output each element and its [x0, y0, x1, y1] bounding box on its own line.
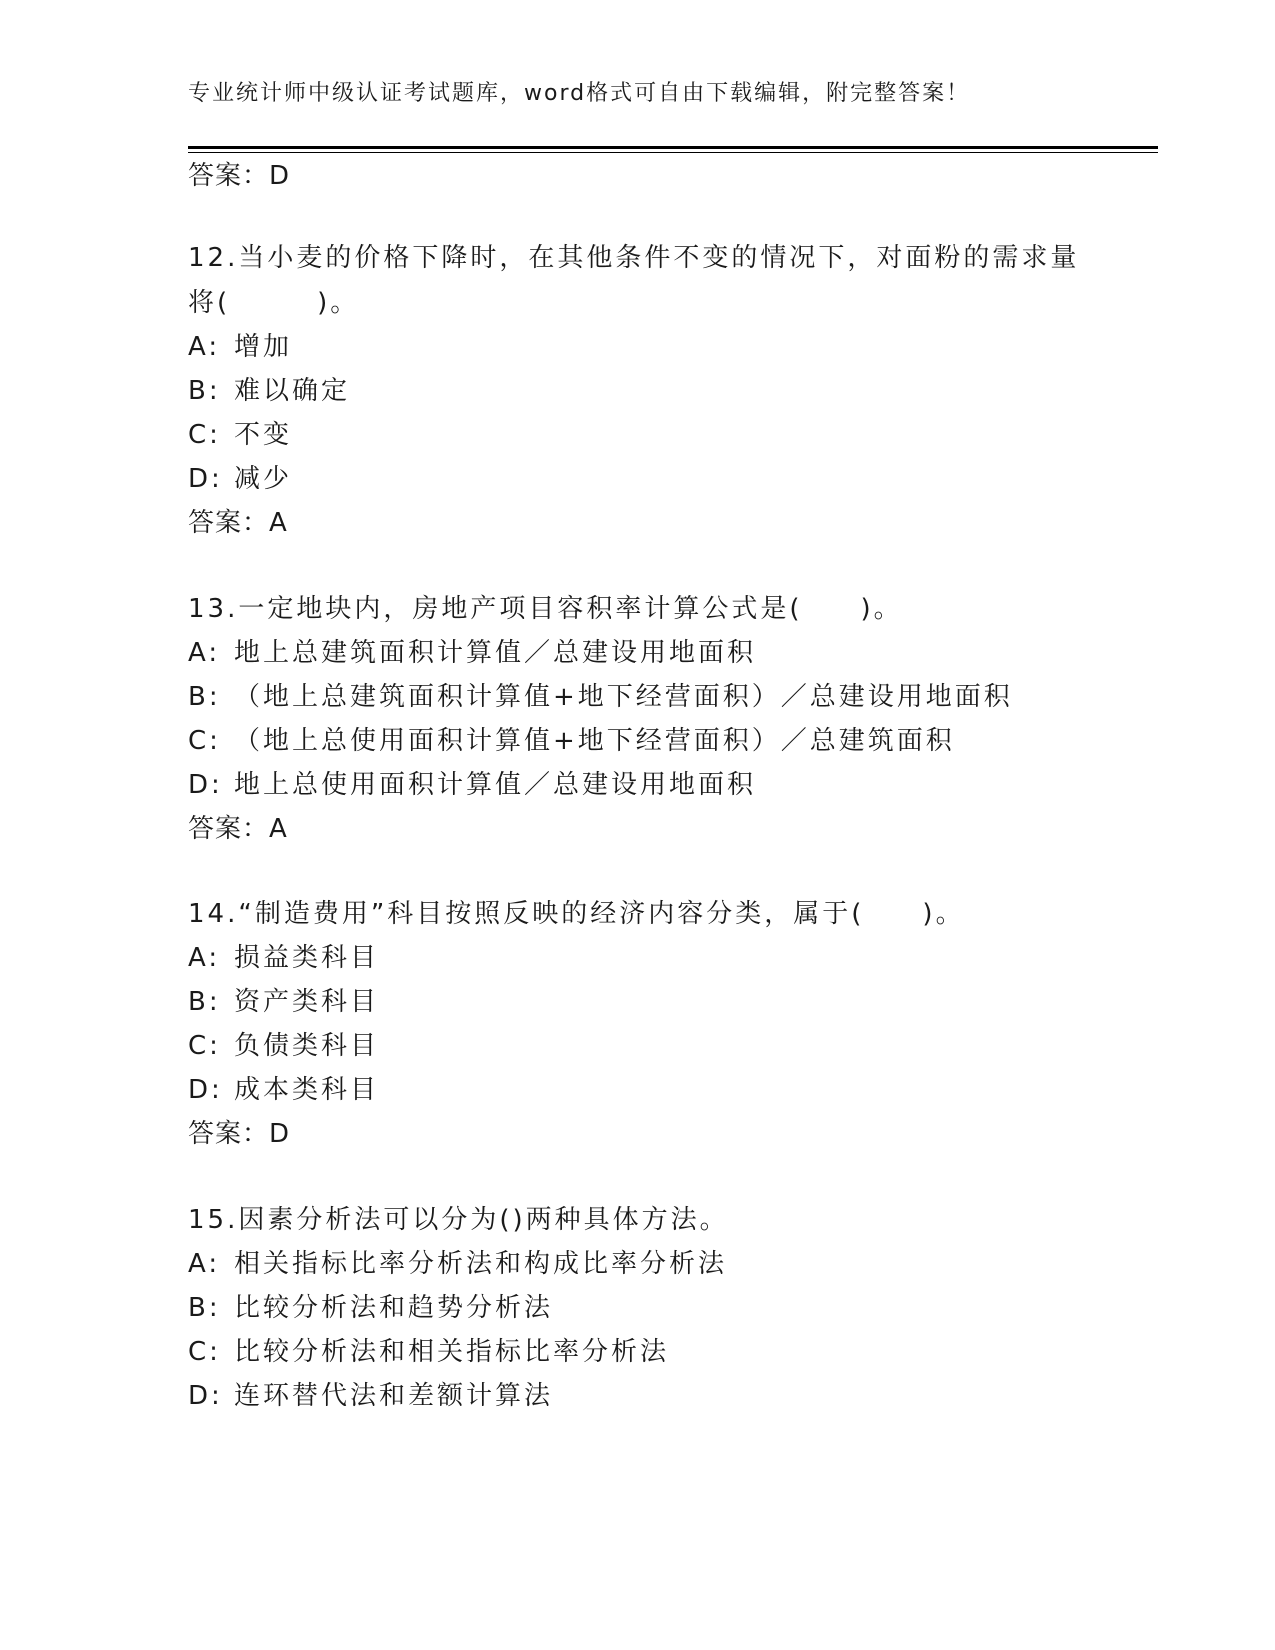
option-letter: B:: [188, 682, 221, 712]
question-13-option-b: [188, 681, 1013, 713]
question-12-option-b: [188, 375, 350, 407]
option-letter: A:: [188, 332, 221, 362]
question-15-option-a: [188, 1248, 727, 1280]
option-letter: B:: [188, 376, 221, 406]
question-15-stem: 15.因素分析法可以分为()两种具体方法。: [188, 1205, 729, 1235]
question-14-option-a: [188, 942, 379, 974]
option-text: 负债类科目: [234, 1031, 380, 1061]
page-header: 专业统计师中级认证考试题库，word格式可自由下载编辑，附完整答案！: [188, 81, 971, 106]
question-15-option-b: [188, 1292, 553, 1324]
answer-q14: 答案：D: [188, 1119, 291, 1149]
header-rule-thick: [188, 146, 1158, 149]
option-text: 成本类科目: [234, 1075, 380, 1105]
option-text: 地上总建筑面积计算值／总建设用地面积: [234, 638, 757, 668]
option-letter: C:: [188, 726, 221, 756]
option-text: （地上总使用面积计算值+地下经营面积）／总建筑面积: [234, 726, 955, 756]
option-text: 减少: [234, 464, 293, 494]
option-letter: C:: [188, 1031, 221, 1061]
question-12-option-a: [188, 331, 292, 363]
question-15-option-d: [188, 1380, 553, 1412]
answer-q13: 答案：A: [188, 814, 288, 844]
option-text: 连环替代法和差额计算法: [234, 1381, 554, 1411]
option-letter: D:: [188, 770, 223, 800]
option-letter: B:: [188, 1293, 221, 1323]
option-letter: A:: [188, 943, 221, 973]
question-13-stem: 13.一定地块内，房地产项目容积率计算公式是( )。: [188, 594, 903, 624]
option-text: （地上总建筑面积计算值+地下经营面积）／总建设用地面积: [234, 682, 1013, 712]
option-text: 比较分析法和趋势分析法: [234, 1293, 554, 1323]
question-12-option-c: [188, 419, 292, 451]
option-letter: D:: [188, 1075, 223, 1105]
answer-q11: 答案：D: [188, 161, 291, 191]
option-letter: B:: [188, 987, 221, 1017]
question-14-option-c: [188, 1030, 379, 1062]
option-text: 难以确定: [234, 376, 351, 406]
question-13-option-c: [188, 725, 955, 757]
option-text: 相关指标比率分析法和构成比率分析法: [234, 1249, 728, 1279]
option-text: 资产类科目: [234, 987, 380, 1017]
question-14-option-b: [188, 986, 379, 1018]
option-letter: D:: [188, 464, 223, 494]
question-14-option-d: [188, 1074, 379, 1106]
option-text: 比较分析法和相关指标比率分析法: [234, 1337, 670, 1367]
question-14-stem: 14.“制造费用”科目按照反映的经济内容分类，属于( )。: [188, 899, 965, 929]
question-13-option-a: [188, 637, 756, 669]
option-text: 增加: [234, 332, 293, 362]
question-12-option-d: [188, 463, 292, 495]
header-rule-thin: [188, 152, 1158, 153]
question-12-stem: 12.当小麦的价格下降时，在其他条件不变的情况下，对面粉的需求量: [188, 243, 1080, 273]
option-letter: A:: [188, 638, 221, 668]
option-text: 损益类科目: [234, 943, 380, 973]
option-letter: D:: [188, 1381, 223, 1411]
option-letter: A:: [188, 1249, 221, 1279]
question-13-option-d: [188, 769, 756, 801]
answer-q12: 答案：A: [188, 508, 288, 538]
question-12-stem-cont: 将( )。: [188, 288, 360, 318]
question-15-option-c: [188, 1336, 669, 1368]
option-letter: C:: [188, 420, 221, 450]
option-text: 地上总使用面积计算值／总建设用地面积: [234, 770, 757, 800]
option-letter: C:: [188, 1337, 221, 1367]
option-text: 不变: [234, 420, 293, 450]
